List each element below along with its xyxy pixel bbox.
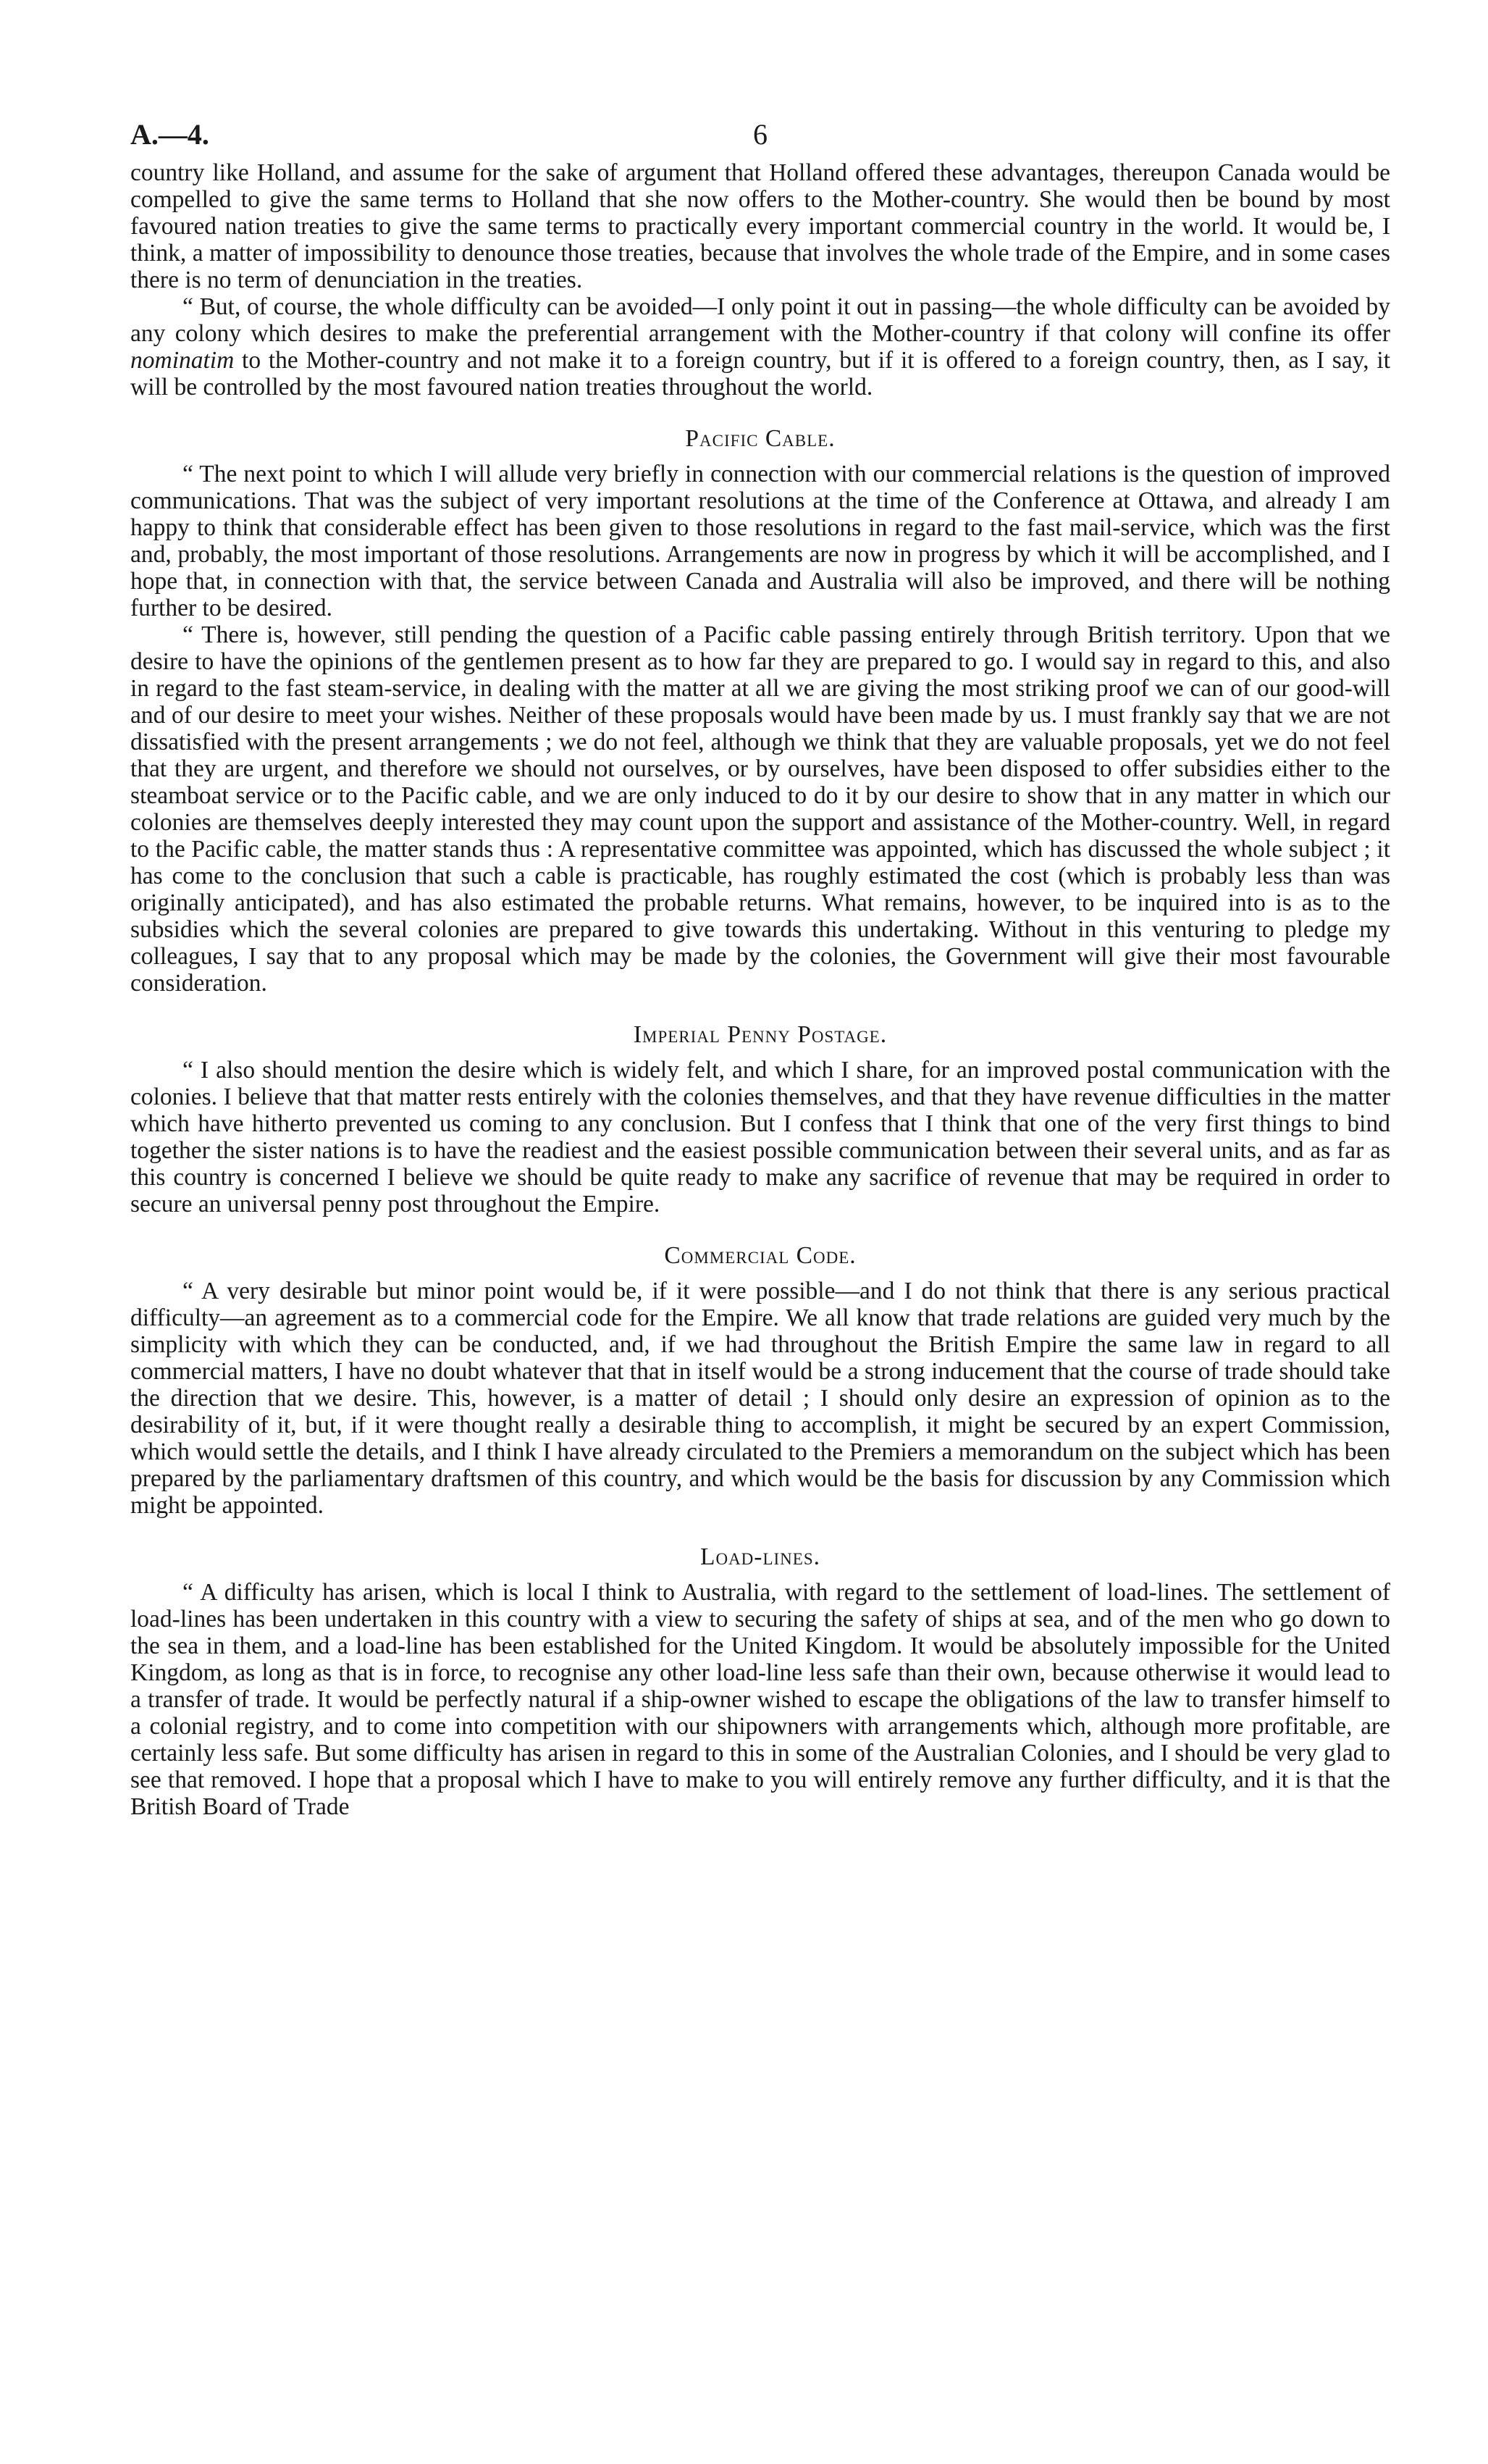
running-header [130,109,1390,159]
pacific-cable-paragraph-2: “ There is, however, still pending the question of a Pacific cable passing entirely through British territory. Upon that we desire to have the opinions of the gentlemen present as to how far they are prepared to go. I would say in regard to this, and also in regard to the fast steam-service, in dealing with the matter at all we are giving the most striking proof we can of our good-will and of our desire to meet your wishes. Neither of these proposals would have been made by us. I must frankly say that we are not dissatisfied with the present arrangements ; we do not feel, although we think that they are valuable proposals, yet we do not feel that they are urgent, and therefore we should not ourselves, or by ourselves, have been disposed to offer subsidies either to the steamboat service or to the Pacific cable, and we are only induced to do it by our desire to show that in any matter in which our colonies are themselves deeply interested they may count upon the support and assistance of the Mother-country. Well, in regard to the Pacific cable, the matter stands thus : A representative committee was appointed, which has discussed the whole subject ; it has come to the conclusion that such a cable is practicable, has roughly estimated the cost (which is probably less than was originally anticipated), and has also estimated the probable returns. What remains, however, to be inquired into is as to the subsidies which the several colonies are prepared to give towards this undertaking. Without in this venturing to pledge my colleagues, I say that to any proposal which may be made by the colonies, the Government will give their most favourable consideration. [130,621,1390,997]
pacific-cable-paragraph-1: “ The next point to which I will allude very briefly in connection with our commercial relations is the question of improved communications. That was the subject of very important resolutions at the time of the Conference at Ottawa, and already I am happy to think that considerable effect has been given to those resolutions in regard to the fast mail-service, which was the first and, probably, the most important of those resolutions. Arrangements are now in progress by which it will be accomplished, and I hope that, in connection with that, the service between Canada and Australia will also be improved, and there will be nothing further to be desired. [130,461,1390,621]
section-heading-pacific-cable: Pacific Cable. [685,425,836,452]
section-heading-penny-postage: Imperial Penny Postage. [633,1021,888,1048]
intro-paragraph-2-text-b: to the Mother-country and not make it to a foreign country, but if it is offered to a foreign country, then, as I say, it will be controlled by the most favoured nation treaties throughout the world. [130,347,1390,401]
section-heading-load-lines: Load-lines. [700,1543,820,1570]
document-page [130,109,1390,1820]
intro-paragraph-1: country like Holland, and assume for the sake of argument that Holland offered these advantages, thereupon Canada would be compelled to give the same terms to Holland that she now offers to the Mother-country. She would then be bound by most favoured nation treaties to give the same terms to practically every important commercial country in the world. It would be, I think, a matter of impossibility to denounce those treaties, because that involves the whole trade of the Empire, and in some cases there is no term of denunciation in the treaties. [130,159,1390,293]
section-heading-commercial-code: Commercial Code. [664,1242,857,1269]
body-text [130,159,1390,1820]
intro-paragraph-2 [130,293,1390,401]
load-lines-paragraph-1: “ A difficulty has arisen, which is local I think to Australia, with regard to the settlement of load-lines. The settlement of load-lines has been undertaken in this country with a view to securing the safety of ships at sea, and of the men who go down to the sea in them, and a load-line has been established for the United Kingdom. It would be absolutely impossible for the United Kingdom, as long as that is in force, to recognise any other load-line less safe than their own, because otherwise it would lead to a transfer of trade. It would be perfectly natural if a ship-owner wished to escape the obligations of the law to transfer himself to a colonial registry, and to come into competition with our shipowners with arrangements which, although more profitable, are certainly less safe. But some difficulty has arisen in regard to this in some of the Australian Colonies, and I should be very glad to see that removed. I hope that a proposal which I have to make to you will entirely remove any further difficulty, and it is that the British Board of Trade [130,1579,1390,1820]
intro-paragraph-2-text-a: “ But, of course, the whole difficulty can be avoided—I only point it out in passing—the whole difficulty can be avoided by any colony which desires to make the preferential arrangement with the Mother-country if that colony will confine its offer [130,293,1390,347]
page-number: 6 [753,118,768,151]
intro-paragraph-2-italic: nominatim [130,347,235,374]
penny-postage-paragraph-1: “ I also should mention the desire which is widely felt, and which I share, for an improved postal communication with the colonies. I believe that that matter rests entirely with the colonies themselves, and that they have revenue difficulties in the matter which have hitherto prevented us coming to any conclusion. But I confess that I think that one of the very first things to bind together the sister nations is to have the readiest and the easiest possible communication between their several units, and as far as this country is concerned I believe we should be quite ready to make any sacrifice of revenue that may be required in order to secure an universal penny post throughout the Empire. [130,1057,1390,1218]
document-reference: A.—4. [130,118,209,151]
commercial-code-paragraph-1: “ A very desirable but minor point would be, if it were possible—and I do not think that there is any serious practical difficulty—an agreement as to a commercial code for the Empire. We all know that trade relations are guided very much by the simplicity with which they can be conducted, and, if we had throughout the British Empire the same law in regard to all commercial matters, I have no doubt whatever that that in itself would be a strong inducement that the course of trade should take the direction that we desire. This, however, is a matter of detail ; I should only desire an expression of opinion as to the desirability of it, but, if it were thought really a desirable thing to accomplish, it might be secured by an expert Commission, which would settle the details, and I think I have already circulated to the Premiers a memorandum on the subject which has been prepared by the parliamentary draftsmen of this country, and which would be the basis for discussion by any Commission which might be appointed. [130,1278,1390,1519]
